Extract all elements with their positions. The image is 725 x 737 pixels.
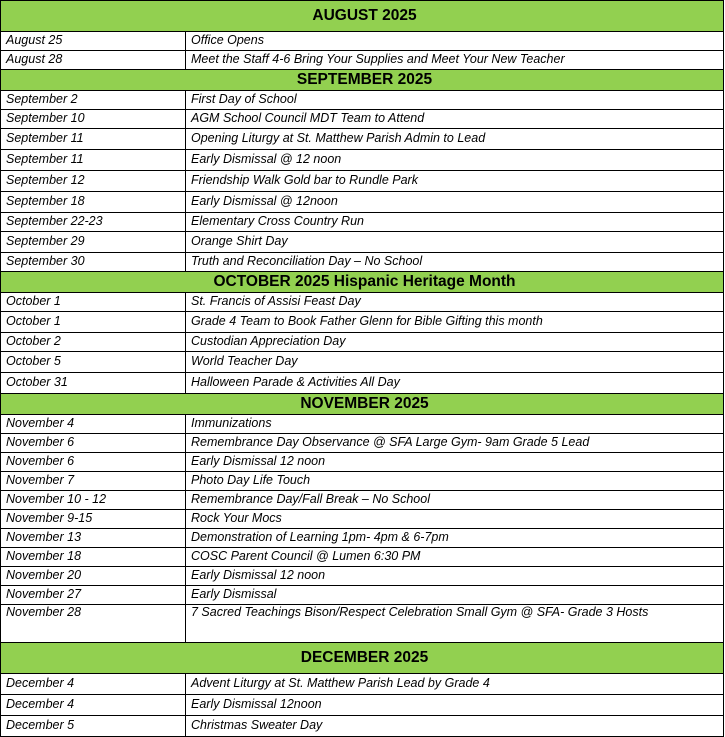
- event-description: Truth and Reconciliation Day – No School: [186, 253, 724, 272]
- table-row: [1, 491, 724, 510]
- table-row: [1, 150, 724, 171]
- event-date: November 18: [1, 548, 186, 567]
- event-description: Meet the Staff 4-6 Bring Your Supplies and Meet Your New Teacher: [186, 51, 724, 70]
- table-row: [1, 129, 724, 150]
- table-row: [1, 674, 724, 695]
- event-description: Grade 4 Team to Book Father Glenn for Bible Gifting this month: [186, 312, 724, 333]
- event-date: November 4: [1, 415, 186, 434]
- event-date: September 30: [1, 253, 186, 272]
- event-date: December 4: [1, 674, 186, 695]
- event-description: Office Opens: [186, 32, 724, 51]
- event-date: November 20: [1, 567, 186, 586]
- event-description: First Day of School: [186, 91, 724, 110]
- table-row: [1, 312, 724, 333]
- event-description: Orange Shirt Day: [186, 232, 724, 253]
- table-row: [1, 434, 724, 453]
- table-row: [1, 32, 724, 51]
- event-date: November 27: [1, 586, 186, 605]
- month-title: AUGUST 2025: [1, 1, 724, 32]
- month-title: NOVEMBER 2025: [1, 394, 724, 415]
- table-row: [1, 171, 724, 192]
- table-row: [1, 415, 724, 434]
- event-date: September 22-23: [1, 213, 186, 232]
- table-row: [1, 352, 724, 373]
- month-header-row: [1, 643, 724, 674]
- event-date: September 11: [1, 129, 186, 150]
- event-description: Early Dismissal 12 noon: [186, 567, 724, 586]
- table-row: [1, 510, 724, 529]
- table-row: [1, 567, 724, 586]
- month-title: OCTOBER 2025 Hispanic Heritage Month: [1, 272, 724, 293]
- event-description: 7 Sacred Teachings Bison/Respect Celebration Small Gym @ SFA- Grade 3 Hosts: [186, 605, 724, 643]
- event-date: September 10: [1, 110, 186, 129]
- table-row: [1, 472, 724, 491]
- event-date: October 31: [1, 373, 186, 394]
- table-row: [1, 333, 724, 352]
- event-date: October 5: [1, 352, 186, 373]
- event-date: December 5: [1, 716, 186, 737]
- event-description: St. Francis of Assisi Feast Day: [186, 293, 724, 312]
- month-header-row: [1, 70, 724, 91]
- event-date: November 7: [1, 472, 186, 491]
- month-title: SEPTEMBER 2025: [1, 70, 724, 91]
- event-description: AGM School Council MDT Team to Attend: [186, 110, 724, 129]
- event-description: Early Dismissal 12noon: [186, 695, 724, 716]
- table-row: [1, 91, 724, 110]
- table-row: [1, 695, 724, 716]
- table-row: [1, 548, 724, 567]
- event-description: Remembrance Day Observance @ SFA Large Gym- 9am Grade 5 Lead: [186, 434, 724, 453]
- event-description: Early Dismissal 12 noon: [186, 453, 724, 472]
- event-description: Halloween Parade & Activities All Day: [186, 373, 724, 394]
- event-description: Christmas Sweater Day: [186, 716, 724, 737]
- event-description: Friendship Walk Gold bar to Rundle Park: [186, 171, 724, 192]
- event-description: Early Dismissal @ 12noon: [186, 192, 724, 213]
- table-row: [1, 586, 724, 605]
- table-row: [1, 453, 724, 472]
- month-header-row: [1, 272, 724, 293]
- event-date: November 10 - 12: [1, 491, 186, 510]
- table-row: [1, 293, 724, 312]
- month-title: DECEMBER 2025: [1, 643, 724, 674]
- event-date: September 12: [1, 171, 186, 192]
- table-row: [1, 253, 724, 272]
- event-description: Remembrance Day/Fall Break – No School: [186, 491, 724, 510]
- month-header-row: [1, 394, 724, 415]
- event-description: World Teacher Day: [186, 352, 724, 373]
- event-description: Advent Liturgy at St. Matthew Parish Lead by Grade 4: [186, 674, 724, 695]
- event-date: December 4: [1, 695, 186, 716]
- event-date: November 6: [1, 453, 186, 472]
- event-date: September 29: [1, 232, 186, 253]
- event-date: November 9-15: [1, 510, 186, 529]
- event-description: Custodian Appreciation Day: [186, 333, 724, 352]
- event-description: Early Dismissal @ 12 noon: [186, 150, 724, 171]
- table-row: [1, 232, 724, 253]
- event-description: Immunizations: [186, 415, 724, 434]
- event-date: August 28: [1, 51, 186, 70]
- event-date: September 2: [1, 91, 186, 110]
- event-date: September 11: [1, 150, 186, 171]
- event-date: September 18: [1, 192, 186, 213]
- event-description: Photo Day Life Touch: [186, 472, 724, 491]
- event-date: October 1: [1, 293, 186, 312]
- month-header-row: [1, 1, 724, 32]
- table-row: [1, 605, 724, 643]
- event-date: October 2: [1, 333, 186, 352]
- event-description: COSC Parent Council @ Lumen 6:30 PM: [186, 548, 724, 567]
- event-description: Early Dismissal: [186, 586, 724, 605]
- table-row: [1, 110, 724, 129]
- table-row: [1, 373, 724, 394]
- event-description: Demonstration of Learning 1pm- 4pm & 6-7pm: [186, 529, 724, 548]
- event-date: November 28: [1, 605, 186, 643]
- table-row: [1, 213, 724, 232]
- table-row: [1, 529, 724, 548]
- event-description: Opening Liturgy at St. Matthew Parish Admin to Lead: [186, 129, 724, 150]
- event-description: Elementary Cross Country Run: [186, 213, 724, 232]
- table-row: [1, 51, 724, 70]
- event-date: November 6: [1, 434, 186, 453]
- event-date: November 13: [1, 529, 186, 548]
- event-date: October 1: [1, 312, 186, 333]
- event-description: Rock Your Mocs: [186, 510, 724, 529]
- event-date: August 25: [1, 32, 186, 51]
- table-row: [1, 192, 724, 213]
- table-row: [1, 716, 724, 737]
